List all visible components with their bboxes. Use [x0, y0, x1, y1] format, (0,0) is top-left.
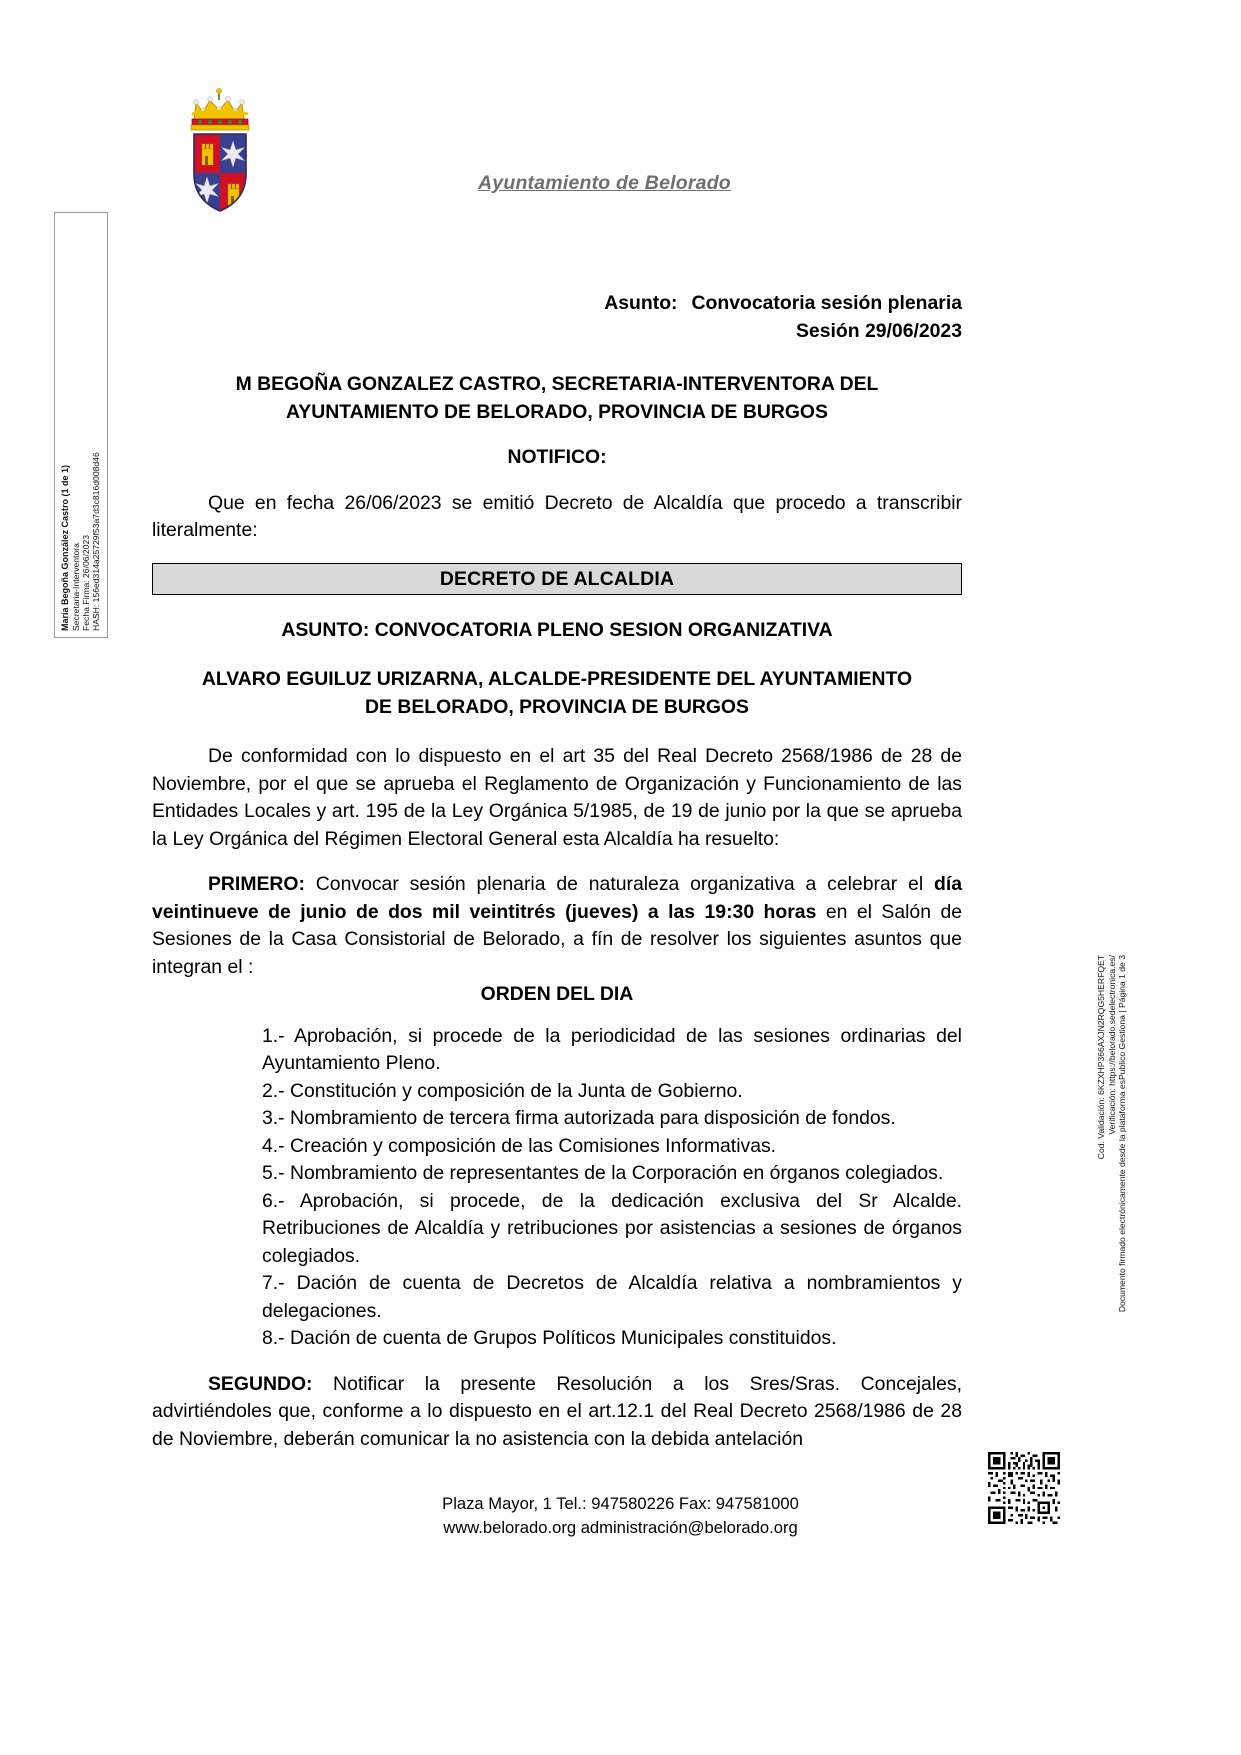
signer-name: María Begoña González Castro (1 de 1) — [60, 464, 71, 631]
list-item: 1.- Aprobación, si procede de la periodicidad de las sesiones ordinarias del Ayuntamiento Pleno. — [262, 1024, 962, 1074]
asunto-heading — [152, 290, 962, 318]
asunto-label: Asunto: — [604, 292, 678, 314]
alcalde-line-2: DE BELORADO, PROVINCIA DE BURGOS — [365, 695, 749, 718]
sesion-heading: Sesión 29/06/2023 — [795, 319, 962, 342]
validation-code: Cod. Validación: 6KZXHP366AXJN2RQG5HERFQET — [1096, 955, 1106, 1160]
validation-platform: Documento firmado electrónicamente desde la plataforma esPublico Gestiona | Página 1 de 3 — [1117, 955, 1128, 1313]
list-item: 2.- Constitución y composición de la Junta de Gobierno. — [262, 1079, 743, 1102]
shield-icon — [194, 134, 246, 214]
primero-text-bold: día veintinueve de junio de dos mil veintitrés (jueves) a las 19:30 horas — [152, 873, 962, 923]
asunto-value: Convocatoria sesión plenaria — [691, 292, 962, 314]
list-item: 7.- Dación de cuenta de Decretos de Alcaldía relativa a nombramientos y delegaciones. — [262, 1272, 962, 1322]
footer-address: Plaza Mayor, 1 Tel.: 947580226 Fax: 947581000 — [442, 1494, 799, 1513]
orden-del-dia-heading: ORDEN DEL DIA — [480, 983, 634, 1005]
segundo-paragraph — [152, 1371, 962, 1454]
crown-icon — [191, 88, 249, 130]
signature-date: Fecha Firma: 26/06/2023 — [81, 534, 91, 631]
primero-text-b: en el Salón de Sesiones de la Casa Consistorial de Belorado, a fín de resolver los siguientes asuntos que integran el : — [152, 900, 963, 978]
list-item: 5.- Nombramiento de representantes de la Corporación en órganos colegiados. — [262, 1162, 944, 1184]
list-item: 6.- Aprobación, si procede, de la dedicación exclusiva del Sr Alcalde. Retribuciones de Alcaldía y retribuciones por asistencias a sesiones de órganos colegiados. — [262, 1189, 962, 1267]
secretaria-line-1: M BEGOÑA GONZALEZ CASTRO, SECRETARIA-INTERVENTORA DEL — [235, 373, 879, 395]
notifico-heading: NOTIFICO: — [507, 446, 607, 468]
signature-stamp-left — [54, 212, 108, 638]
validation-url: Verificación: https://belorado.sedelectronica.es/ — [1106, 955, 1117, 1135]
transcribe-paragraph: Que en fecha 26/06/2023 se emitió Decreto de Alcaldía que procedo a transcribir literalmente: — [152, 491, 962, 541]
list-item: 4.- Creación y composición de las Comisiones Informativas. — [262, 1134, 777, 1157]
list-item: 8.- Dación de cuenta de Grupos Políticos Municipales constituidos. — [262, 1327, 837, 1349]
alcalde-line-1: ALVARO EGUILUZ URIZARNA, ALCALDE-PRESIDENTE DEL AYUNTAMIENTO — [201, 668, 913, 690]
page-footer — [0, 1492, 1241, 1540]
document-body — [152, 290, 962, 1453]
orden-del-dia-list — [152, 1023, 962, 1353]
signature-hash: HASH: 156ed314a25729f53a7d3c816d008d46 — [91, 452, 102, 631]
secretaria-line-2: AYUNTAMIENTO DE BELORADO, PROVINCIA DE BURGOS — [286, 400, 828, 423]
primero-label: PRIMERO: — [208, 873, 305, 895]
segundo-label: SEGUNDO: — [208, 1372, 313, 1395]
primero-text-a: Convocar sesión plenaria de naturaleza organizativa a celebrar el — [304, 873, 934, 895]
list-item: 3.- Nombramiento de tercera firma autorizada para disposición de fondos. — [262, 1107, 896, 1129]
validation-stamp-right — [1096, 955, 1148, 1447]
primero-paragraph — [152, 871, 962, 981]
coat-of-arms-belorado — [172, 86, 268, 214]
conformidad-paragraph: De conformidad con lo dispuesto en el art 35 del Real Decreto 2568/1986 de 28 de Noviembre, por el que se aprueba el Reglamento de Organización y Funcionamiento de las Entidades Locales y art. 195 de la Ley Orgánica 5/1985, de 19 de junio por la que se aprueba la Ley Orgánica del Régimen Electoral General esta Alcaldía ha resuelto: — [152, 745, 962, 850]
organization-title: Ayuntamiento de Belorado — [478, 172, 731, 194]
footer-contact: www.belorado.org administración@belorado.org — [443, 1518, 798, 1537]
decreto-banner: DECRETO DE ALCALDIA — [152, 563, 962, 595]
segundo-text: Notificar la presente Resolución a los Sres/Sras. Concejales, advirtiéndoles que, conforme a lo dispuesto en el art.12.1 del Real Decreto 2568/1986 de 28 de Noviembre, deberán comunicar la no asistencia con la debida antelación — [152, 1372, 962, 1450]
signer-role: Secretaria-Interventora — [70, 543, 81, 631]
asunto-convocatoria: ASUNTO: CONVOCATORIA PLENO SESION ORGANIZATIVA — [281, 618, 833, 641]
